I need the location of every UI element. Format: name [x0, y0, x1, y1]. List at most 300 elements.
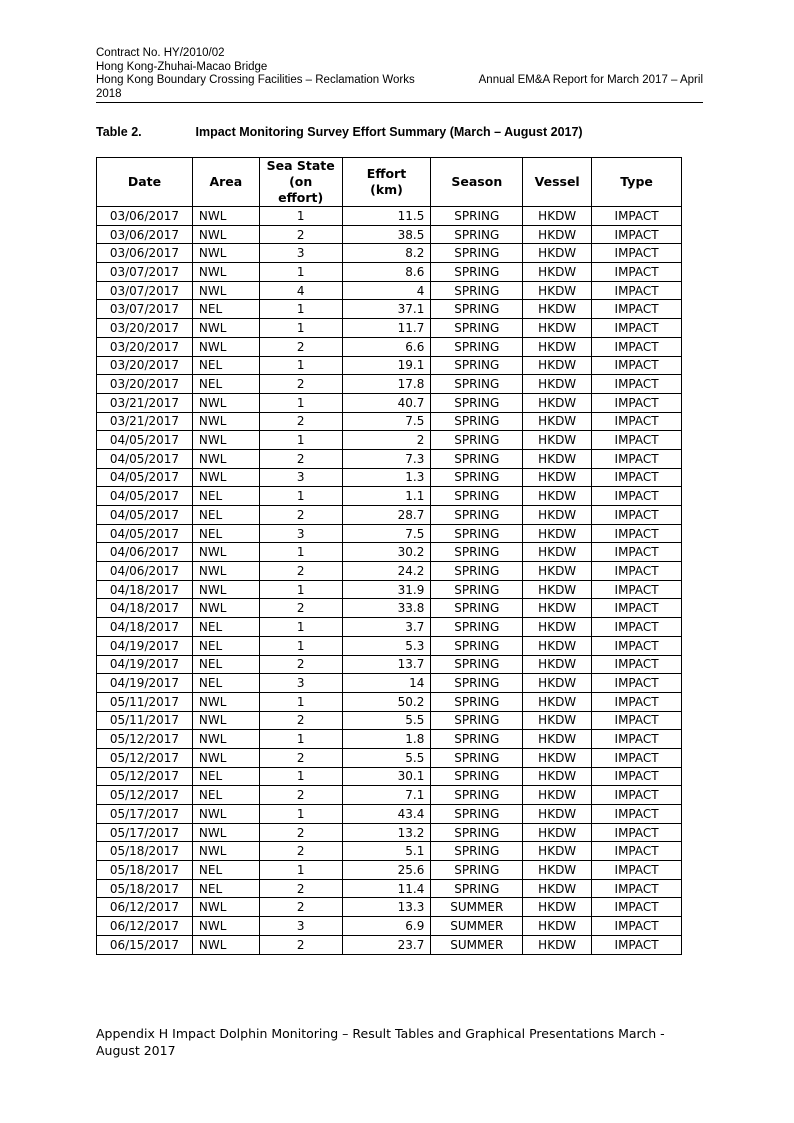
effort-cell: 30.2 [342, 543, 431, 562]
season-cell: SPRING [431, 861, 523, 880]
season-cell: SPRING [431, 711, 523, 730]
area-cell: NWL [192, 337, 259, 356]
effort-cell: 6.9 [342, 917, 431, 936]
table-row [97, 412, 682, 431]
date-cell: 05/17/2017 [97, 823, 193, 842]
sea-state-cell: 2 [259, 412, 342, 431]
sea-state-cell: 3 [259, 917, 342, 936]
area-cell: NWL [192, 711, 259, 730]
sea-state-cell: 1 [259, 543, 342, 562]
area-cell: NEL [192, 506, 259, 525]
date-cell: 04/06/2017 [97, 543, 193, 562]
season-cell: SPRING [431, 319, 523, 338]
season-cell: SPRING [431, 468, 523, 487]
season-cell: SPRING [431, 842, 523, 861]
effort-cell: 40.7 [342, 393, 431, 412]
table-row [97, 935, 682, 954]
area-cell: NEL [192, 375, 259, 394]
table-row [97, 767, 682, 786]
vessel-cell: HKDW [523, 618, 592, 637]
effort-cell: 5.3 [342, 636, 431, 655]
date-cell: 04/18/2017 [97, 580, 193, 599]
date-cell: 05/11/2017 [97, 711, 193, 730]
type-cell: IMPACT [592, 711, 682, 730]
type-cell: IMPACT [592, 748, 682, 767]
area-cell: NEL [192, 487, 259, 506]
area-cell: NEL [192, 618, 259, 637]
sea-state-cell: 1 [259, 730, 342, 749]
table-row [97, 655, 682, 674]
vessel-cell: HKDW [523, 674, 592, 693]
type-cell: IMPACT [592, 767, 682, 786]
column-header-season: Season [431, 158, 523, 207]
date-cell: 04/19/2017 [97, 674, 193, 693]
date-cell: 03/07/2017 [97, 281, 193, 300]
date-cell: 04/05/2017 [97, 431, 193, 450]
area-cell: NWL [192, 281, 259, 300]
sea-state-cell: 1 [259, 861, 342, 880]
vessel-cell: HKDW [523, 767, 592, 786]
effort-cell: 6.6 [342, 337, 431, 356]
area-cell: NWL [192, 543, 259, 562]
date-cell: 04/05/2017 [97, 506, 193, 525]
vessel-cell: HKDW [523, 543, 592, 562]
area-cell: NWL [192, 263, 259, 282]
area-cell: NWL [192, 431, 259, 450]
table-row [97, 487, 682, 506]
area-cell: NEL [192, 524, 259, 543]
effort-cell: 14 [342, 674, 431, 693]
date-cell: 03/06/2017 [97, 207, 193, 226]
date-cell: 03/21/2017 [97, 412, 193, 431]
season-cell: SPRING [431, 823, 523, 842]
effort-cell: 1.1 [342, 487, 431, 506]
area-cell: NWL [192, 562, 259, 581]
sea-state-cell: 1 [259, 356, 342, 375]
report-year: 2018 [96, 87, 122, 100]
table-row [97, 281, 682, 300]
page-header [96, 47, 703, 101]
vessel-cell: HKDW [523, 487, 592, 506]
date-cell: 05/12/2017 [97, 748, 193, 767]
type-cell: IMPACT [592, 487, 682, 506]
contract-number: Contract No. HY/2010/02 [96, 47, 225, 59]
vessel-cell: HKDW [523, 748, 592, 767]
vessel-cell: HKDW [523, 468, 592, 487]
column-header-area: Area [192, 158, 259, 207]
type-cell: IMPACT [592, 300, 682, 319]
season-cell: SPRING [431, 562, 523, 581]
type-cell: IMPACT [592, 356, 682, 375]
effort-cell: 19.1 [342, 356, 431, 375]
vessel-cell: HKDW [523, 580, 592, 599]
season-cell: SPRING [431, 618, 523, 637]
table-row [97, 842, 682, 861]
season-cell: SPRING [431, 207, 523, 226]
area-cell: NWL [192, 393, 259, 412]
table-row [97, 618, 682, 637]
date-cell: 03/21/2017 [97, 393, 193, 412]
date-cell: 05/12/2017 [97, 730, 193, 749]
date-cell: 03/06/2017 [97, 225, 193, 244]
table-row [97, 337, 682, 356]
effort-cell: 31.9 [342, 580, 431, 599]
vessel-cell: HKDW [523, 375, 592, 394]
vessel-cell: HKDW [523, 263, 592, 282]
vessel-cell: HKDW [523, 730, 592, 749]
season-cell: SPRING [431, 786, 523, 805]
effort-cell: 7.5 [342, 524, 431, 543]
type-cell: IMPACT [592, 692, 682, 711]
vessel-cell: HKDW [523, 898, 592, 917]
effort-cell: 3.7 [342, 618, 431, 637]
area-cell: NWL [192, 898, 259, 917]
area-cell: NWL [192, 935, 259, 954]
effort-cell: 13.2 [342, 823, 431, 842]
table-row [97, 580, 682, 599]
table-row [97, 805, 682, 824]
sea-state-cell: 2 [259, 225, 342, 244]
date-cell: 03/20/2017 [97, 337, 193, 356]
effort-cell: 1.3 [342, 468, 431, 487]
area-cell: NEL [192, 861, 259, 880]
sea-state-cell: 2 [259, 449, 342, 468]
type-cell: IMPACT [592, 898, 682, 917]
sea-state-cell: 1 [259, 692, 342, 711]
table-row [97, 300, 682, 319]
effort-cell: 8.6 [342, 263, 431, 282]
season-cell: SPRING [431, 263, 523, 282]
date-cell: 06/15/2017 [97, 935, 193, 954]
table-row [97, 599, 682, 618]
table-row [97, 319, 682, 338]
area-cell: NWL [192, 468, 259, 487]
date-cell: 03/07/2017 [97, 300, 193, 319]
table-row [97, 898, 682, 917]
date-cell: 06/12/2017 [97, 898, 193, 917]
date-cell: 05/18/2017 [97, 842, 193, 861]
season-cell: SPRING [431, 767, 523, 786]
table-number: Table 2. [96, 125, 142, 139]
table-row [97, 562, 682, 581]
type-cell: IMPACT [592, 730, 682, 749]
type-cell: IMPACT [592, 805, 682, 824]
area-cell: NWL [192, 842, 259, 861]
vessel-cell: HKDW [523, 692, 592, 711]
vessel-cell: HKDW [523, 412, 592, 431]
type-cell: IMPACT [592, 281, 682, 300]
sea-state-cell: 1 [259, 767, 342, 786]
date-cell: 05/11/2017 [97, 692, 193, 711]
vessel-cell: HKDW [523, 823, 592, 842]
effort-cell: 28.7 [342, 506, 431, 525]
type-cell: IMPACT [592, 935, 682, 954]
area-cell: NWL [192, 319, 259, 338]
header-row [96, 74, 703, 88]
effort-cell: 7.1 [342, 786, 431, 805]
table-row [97, 636, 682, 655]
type-cell: IMPACT [592, 319, 682, 338]
effort-cell: 5.1 [342, 842, 431, 861]
vessel-cell: HKDW [523, 562, 592, 581]
season-cell: SUMMER [431, 917, 523, 936]
table-row [97, 393, 682, 412]
table-row [97, 861, 682, 880]
table-row [97, 506, 682, 525]
vessel-cell: HKDW [523, 861, 592, 880]
type-cell: IMPACT [592, 674, 682, 693]
column-header-date: Date [97, 158, 193, 207]
vessel-cell: HKDW [523, 636, 592, 655]
season-cell: SPRING [431, 655, 523, 674]
vessel-cell: HKDW [523, 879, 592, 898]
sea-state-cell: 2 [259, 842, 342, 861]
table-row [97, 823, 682, 842]
season-cell: SPRING [431, 281, 523, 300]
vessel-cell: HKDW [523, 449, 592, 468]
effort-cell: 1.8 [342, 730, 431, 749]
season-cell: SPRING [431, 225, 523, 244]
table-row [97, 449, 682, 468]
vessel-cell: HKDW [523, 655, 592, 674]
type-cell: IMPACT [592, 655, 682, 674]
season-cell: SPRING [431, 393, 523, 412]
area-cell: NWL [192, 244, 259, 263]
date-cell: 05/12/2017 [97, 786, 193, 805]
area-cell: NWL [192, 207, 259, 226]
sea-state-cell: 3 [259, 244, 342, 263]
table-caption [96, 125, 583, 139]
table-row [97, 468, 682, 487]
season-cell: SPRING [431, 300, 523, 319]
sea-state-cell: 3 [259, 674, 342, 693]
vessel-cell: HKDW [523, 225, 592, 244]
effort-cell: 11.5 [342, 207, 431, 226]
type-cell: IMPACT [592, 244, 682, 263]
season-cell: SUMMER [431, 935, 523, 954]
date-cell: 03/20/2017 [97, 319, 193, 338]
vessel-cell: HKDW [523, 319, 592, 338]
sea-state-cell: 2 [259, 655, 342, 674]
vessel-cell: HKDW [523, 935, 592, 954]
table-row [97, 917, 682, 936]
table-row [97, 730, 682, 749]
column-header-effort: Effort (km) [342, 158, 431, 207]
sea-state-cell: 2 [259, 506, 342, 525]
season-cell: SPRING [431, 487, 523, 506]
season-cell: SPRING [431, 244, 523, 263]
date-cell: 03/20/2017 [97, 356, 193, 375]
project-name: Hong Kong-Zhuhai-Macao Bridge [96, 60, 268, 73]
sea-state-cell: 1 [259, 207, 342, 226]
effort-cell: 43.4 [342, 805, 431, 824]
vessel-cell: HKDW [523, 786, 592, 805]
type-cell: IMPACT [592, 263, 682, 282]
area-cell: NEL [192, 786, 259, 805]
type-cell: IMPACT [592, 393, 682, 412]
season-cell: SPRING [431, 412, 523, 431]
page-footer: Appendix H Impact Dolphin Monitoring – Result Tables and Graphical Presentations March - August 2017 [96, 1026, 665, 1058]
column-header-vessel: Vessel [523, 158, 592, 207]
area-cell: NWL [192, 692, 259, 711]
sea-state-cell: 2 [259, 711, 342, 730]
table-row [97, 524, 682, 543]
table-row [97, 244, 682, 263]
table-row [97, 356, 682, 375]
date-cell: 04/18/2017 [97, 599, 193, 618]
type-cell: IMPACT [592, 207, 682, 226]
season-cell: SPRING [431, 805, 523, 824]
vessel-cell: HKDW [523, 393, 592, 412]
table-row [97, 711, 682, 730]
sea-state-cell: 2 [259, 935, 342, 954]
date-cell: 04/19/2017 [97, 636, 193, 655]
sea-state-cell: 1 [259, 487, 342, 506]
date-cell: 04/05/2017 [97, 449, 193, 468]
area-cell: NEL [192, 356, 259, 375]
season-cell: SPRING [431, 337, 523, 356]
sea-state-cell: 1 [259, 580, 342, 599]
area-cell: NWL [192, 748, 259, 767]
season-cell: SPRING [431, 879, 523, 898]
date-cell: 04/19/2017 [97, 655, 193, 674]
vessel-cell: HKDW [523, 599, 592, 618]
date-cell: 05/12/2017 [97, 767, 193, 786]
season-cell: SPRING [431, 375, 523, 394]
season-cell: SPRING [431, 674, 523, 693]
date-cell: 05/17/2017 [97, 805, 193, 824]
table-header-row [97, 158, 682, 207]
vessel-cell: HKDW [523, 506, 592, 525]
effort-cell: 37.1 [342, 300, 431, 319]
season-cell: SPRING [431, 506, 523, 525]
type-cell: IMPACT [592, 636, 682, 655]
vessel-cell: HKDW [523, 207, 592, 226]
date-cell: 05/18/2017 [97, 879, 193, 898]
type-cell: IMPACT [592, 580, 682, 599]
date-cell: 03/20/2017 [97, 375, 193, 394]
type-cell: IMPACT [592, 375, 682, 394]
season-cell: SPRING [431, 730, 523, 749]
date-cell: 03/06/2017 [97, 244, 193, 263]
effort-cell: 25.6 [342, 861, 431, 880]
effort-cell: 50.2 [342, 692, 431, 711]
date-cell: 06/12/2017 [97, 917, 193, 936]
area-cell: NWL [192, 449, 259, 468]
season-cell: SPRING [431, 636, 523, 655]
sea-state-cell: 2 [259, 375, 342, 394]
survey-effort-table [96, 157, 682, 955]
vessel-cell: HKDW [523, 244, 592, 263]
sea-state-cell: 2 [259, 879, 342, 898]
effort-cell: 2 [342, 431, 431, 450]
vessel-cell: HKDW [523, 524, 592, 543]
date-cell: 04/05/2017 [97, 487, 193, 506]
season-cell: SPRING [431, 543, 523, 562]
area-cell: NEL [192, 636, 259, 655]
type-cell: IMPACT [592, 431, 682, 450]
area-cell: NWL [192, 580, 259, 599]
table-row [97, 543, 682, 562]
vessel-cell: HKDW [523, 356, 592, 375]
area-cell: NWL [192, 225, 259, 244]
table-body [97, 207, 682, 955]
column-header-sea-state: Sea State (on effort) [259, 158, 342, 207]
vessel-cell: HKDW [523, 281, 592, 300]
effort-cell: 23.7 [342, 935, 431, 954]
area-cell: NEL [192, 767, 259, 786]
effort-cell: 5.5 [342, 711, 431, 730]
area-cell: NWL [192, 805, 259, 824]
sea-state-cell: 2 [259, 337, 342, 356]
table-row [97, 692, 682, 711]
effort-cell: 13.3 [342, 898, 431, 917]
type-cell: IMPACT [592, 823, 682, 842]
table-row [97, 225, 682, 244]
area-cell: NWL [192, 730, 259, 749]
date-cell: 04/05/2017 [97, 468, 193, 487]
table-title: Impact Monitoring Survey Effort Summary (March – August 2017) [195, 125, 583, 139]
table-row [97, 786, 682, 805]
effort-cell: 11.7 [342, 319, 431, 338]
area-cell: NWL [192, 823, 259, 842]
season-cell: SUMMER [431, 898, 523, 917]
sea-state-cell: 1 [259, 319, 342, 338]
sea-state-cell: 3 [259, 524, 342, 543]
date-cell: 04/06/2017 [97, 562, 193, 581]
vessel-cell: HKDW [523, 917, 592, 936]
effort-cell: 38.5 [342, 225, 431, 244]
type-cell: IMPACT [592, 842, 682, 861]
area-cell: NEL [192, 655, 259, 674]
type-cell: IMPACT [592, 506, 682, 525]
effort-cell: 4 [342, 281, 431, 300]
area-cell: NWL [192, 917, 259, 936]
type-cell: IMPACT [592, 917, 682, 936]
header-divider [96, 102, 703, 103]
season-cell: SPRING [431, 524, 523, 543]
type-cell: IMPACT [592, 449, 682, 468]
season-cell: SPRING [431, 599, 523, 618]
table-row [97, 748, 682, 767]
type-cell: IMPACT [592, 618, 682, 637]
sea-state-cell: 1 [259, 300, 342, 319]
type-cell: IMPACT [592, 786, 682, 805]
type-cell: IMPACT [592, 225, 682, 244]
sea-state-cell: 2 [259, 823, 342, 842]
table-row [97, 263, 682, 282]
table-row [97, 879, 682, 898]
effort-cell: 8.2 [342, 244, 431, 263]
vessel-cell: HKDW [523, 300, 592, 319]
season-cell: SPRING [431, 449, 523, 468]
date-cell: 03/07/2017 [97, 263, 193, 282]
effort-cell: 17.8 [342, 375, 431, 394]
sea-state-cell: 2 [259, 748, 342, 767]
sea-state-cell: 1 [259, 618, 342, 637]
season-cell: SPRING [431, 356, 523, 375]
table-row [97, 207, 682, 226]
sea-state-cell: 3 [259, 468, 342, 487]
sea-state-cell: 1 [259, 636, 342, 655]
vessel-cell: HKDW [523, 711, 592, 730]
effort-cell: 24.2 [342, 562, 431, 581]
type-cell: IMPACT [592, 861, 682, 880]
area-cell: NEL [192, 674, 259, 693]
date-cell: 04/18/2017 [97, 618, 193, 637]
vessel-cell: HKDW [523, 805, 592, 824]
effort-cell: 30.1 [342, 767, 431, 786]
